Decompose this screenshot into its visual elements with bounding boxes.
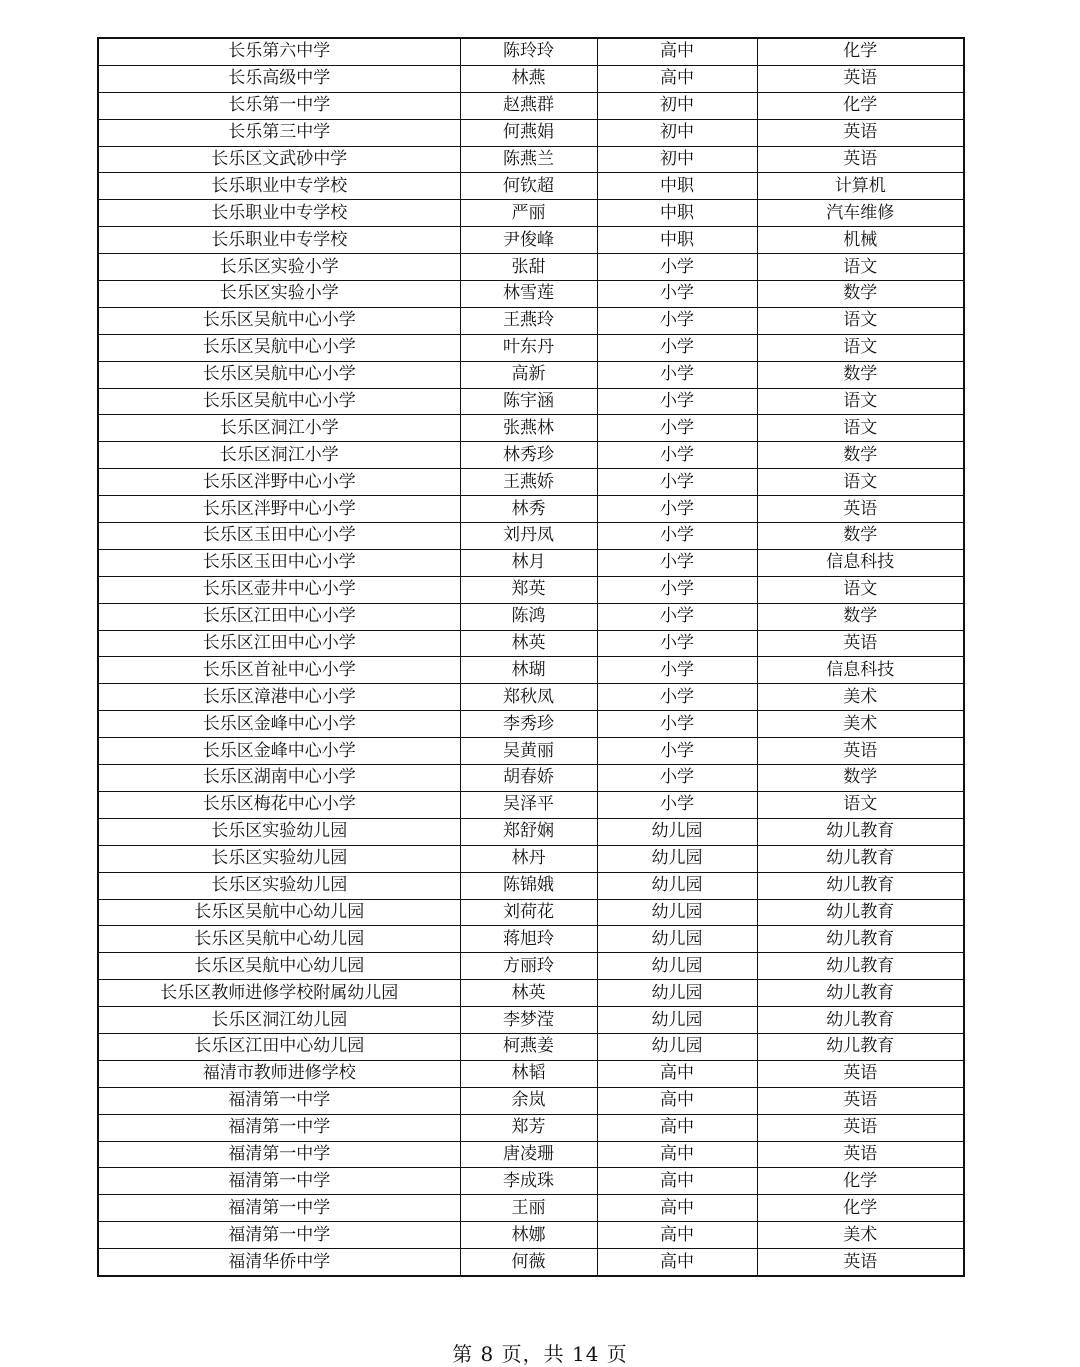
subject-cell: 数学: [757, 442, 964, 469]
level-cell: 幼儿园: [597, 1033, 757, 1060]
subject-cell: 机械: [757, 227, 964, 254]
name-cell: 郑芳: [460, 1114, 597, 1141]
school-cell: 长乐区吴航中心小学: [98, 361, 460, 388]
subject-cell: 化学: [757, 38, 964, 65]
table-row: [98, 469, 964, 496]
name-cell: 林秀珍: [460, 442, 597, 469]
table-row: [98, 415, 964, 442]
school-cell: 长乐区实验幼儿园: [98, 872, 460, 899]
level-cell: 小学: [597, 469, 757, 496]
subject-cell: 化学: [757, 1195, 964, 1222]
subject-cell: 幼儿教育: [757, 1007, 964, 1034]
subject-cell: 汽车维修: [757, 200, 964, 227]
name-cell: 林月: [460, 549, 597, 576]
school-cell: 福清华侨中学: [98, 1249, 460, 1276]
table-row: [98, 899, 964, 926]
level-cell: 高中: [597, 1195, 757, 1222]
table-row: [98, 791, 964, 818]
subject-cell: 英语: [757, 119, 964, 146]
level-cell: 幼儿园: [597, 899, 757, 926]
school-cell: 长乐第一中学: [98, 92, 460, 119]
level-cell: 小学: [597, 657, 757, 684]
level-cell: 小学: [597, 307, 757, 334]
level-cell: 小学: [597, 334, 757, 361]
table-row: [98, 1141, 964, 1168]
name-cell: 陈燕兰: [460, 146, 597, 173]
level-cell: 中职: [597, 227, 757, 254]
subject-cell: 数学: [757, 281, 964, 308]
table-row: [98, 334, 964, 361]
page-number: 第 8 页，共 14 页: [452, 1342, 628, 1366]
subject-cell: 美术: [757, 684, 964, 711]
roster-table: [97, 37, 965, 1277]
subject-cell: 语文: [757, 415, 964, 442]
table-row: [98, 281, 964, 308]
level-cell: 小学: [597, 281, 757, 308]
name-cell: 林雪莲: [460, 281, 597, 308]
school-cell: 长乐区江田中心幼儿园: [98, 1033, 460, 1060]
school-cell: 长乐区湖南中心小学: [98, 765, 460, 792]
table-row: [98, 173, 964, 200]
level-cell: 初中: [597, 92, 757, 119]
school-cell: 长乐区玉田中心小学: [98, 549, 460, 576]
table-row: [98, 119, 964, 146]
subject-cell: 英语: [757, 1114, 964, 1141]
level-cell: 小学: [597, 549, 757, 576]
level-cell: 高中: [597, 1141, 757, 1168]
table-row: [98, 980, 964, 1007]
table-row: [98, 146, 964, 173]
name-cell: 陈锦娥: [460, 872, 597, 899]
subject-cell: 数学: [757, 361, 964, 388]
table-row: [98, 307, 964, 334]
level-cell: 高中: [597, 1087, 757, 1114]
subject-cell: 计算机: [757, 173, 964, 200]
school-cell: 长乐区洞江幼儿园: [98, 1007, 460, 1034]
subject-cell: 化学: [757, 92, 964, 119]
school-cell: 长乐区吴航中心幼儿园: [98, 899, 460, 926]
name-cell: 李秀珍: [460, 711, 597, 738]
school-cell: 长乐区实验小学: [98, 254, 460, 281]
name-cell: 李成珠: [460, 1168, 597, 1195]
name-cell: 何燕娟: [460, 119, 597, 146]
level-cell: 小学: [597, 523, 757, 550]
subject-cell: 幼儿教育: [757, 1033, 964, 1060]
subject-cell: 幼儿教育: [757, 818, 964, 845]
school-cell: 长乐区吴航中心小学: [98, 307, 460, 334]
name-cell: 柯燕姜: [460, 1033, 597, 1060]
subject-cell: 数学: [757, 603, 964, 630]
table-row: [98, 953, 964, 980]
school-cell: 长乐区实验小学: [98, 281, 460, 308]
name-cell: 叶东丹: [460, 334, 597, 361]
name-cell: 郑英: [460, 576, 597, 603]
subject-cell: 美术: [757, 1222, 964, 1249]
level-cell: 高中: [597, 1114, 757, 1141]
school-cell: 长乐高级中学: [98, 65, 460, 92]
level-cell: 中职: [597, 173, 757, 200]
subject-cell: 语文: [757, 576, 964, 603]
name-cell: 林韬: [460, 1060, 597, 1087]
table-row: [98, 1060, 964, 1087]
subject-cell: 数学: [757, 523, 964, 550]
table-row: [98, 361, 964, 388]
level-cell: 幼儿园: [597, 926, 757, 953]
school-cell: 福清第一中学: [98, 1141, 460, 1168]
table-row: [98, 630, 964, 657]
subject-cell: 信息科技: [757, 549, 964, 576]
table-row: [98, 926, 964, 953]
subject-cell: 英语: [757, 630, 964, 657]
table-row: [98, 388, 964, 415]
table-row: [98, 738, 964, 765]
name-cell: 刘丹凤: [460, 523, 597, 550]
name-cell: 何钦超: [460, 173, 597, 200]
level-cell: 小学: [597, 630, 757, 657]
subject-cell: 英语: [757, 738, 964, 765]
name-cell: 郑舒娴: [460, 818, 597, 845]
name-cell: 吴黄丽: [460, 738, 597, 765]
level-cell: 小学: [597, 415, 757, 442]
subject-cell: 数学: [757, 765, 964, 792]
name-cell: 林英: [460, 980, 597, 1007]
table-row: [98, 1114, 964, 1141]
school-cell: 长乐区洞江小学: [98, 442, 460, 469]
table-row: [98, 65, 964, 92]
table-row: [98, 657, 964, 684]
school-cell: 长乐区江田中心小学: [98, 630, 460, 657]
table-row: [98, 227, 964, 254]
subject-cell: 语文: [757, 388, 964, 415]
school-cell: 长乐区首祉中心小学: [98, 657, 460, 684]
level-cell: 小学: [597, 738, 757, 765]
table-row: [98, 684, 964, 711]
name-cell: 张燕林: [460, 415, 597, 442]
name-cell: 蒋旭玲: [460, 926, 597, 953]
name-cell: 王丽: [460, 1195, 597, 1222]
level-cell: 幼儿园: [597, 818, 757, 845]
roster-body: [98, 38, 964, 1276]
school-cell: 长乐职业中专学校: [98, 227, 460, 254]
table-row: [98, 845, 964, 872]
level-cell: 小学: [597, 442, 757, 469]
name-cell: 何薇: [460, 1249, 597, 1276]
table-row: [98, 818, 964, 845]
table-row: [98, 711, 964, 738]
table-row: [98, 1222, 964, 1249]
school-cell: 长乐区金峰中心小学: [98, 711, 460, 738]
school-cell: 福清市教师进修学校: [98, 1060, 460, 1087]
school-cell: 福清第一中学: [98, 1195, 460, 1222]
school-cell: 长乐区吴航中心幼儿园: [98, 953, 460, 980]
table-row: [98, 765, 964, 792]
subject-cell: 英语: [757, 65, 964, 92]
level-cell: 幼儿园: [597, 980, 757, 1007]
name-cell: 陈宇涵: [460, 388, 597, 415]
level-cell: 小学: [597, 361, 757, 388]
table-row: [98, 496, 964, 523]
level-cell: 小学: [597, 254, 757, 281]
subject-cell: 英语: [757, 1060, 964, 1087]
subject-cell: 幼儿教育: [757, 872, 964, 899]
school-cell: 长乐区教师进修学校附属幼儿园: [98, 980, 460, 1007]
school-cell: 长乐区壶井中心小学: [98, 576, 460, 603]
school-cell: 福清第一中学: [98, 1168, 460, 1195]
name-cell: 尹俊峰: [460, 227, 597, 254]
level-cell: 小学: [597, 791, 757, 818]
subject-cell: 幼儿教育: [757, 845, 964, 872]
school-cell: 福清第一中学: [98, 1114, 460, 1141]
school-cell: 长乐区泮野中心小学: [98, 496, 460, 523]
level-cell: 高中: [597, 65, 757, 92]
school-cell: 长乐区梅花中心小学: [98, 791, 460, 818]
table-row: [98, 603, 964, 630]
school-cell: 福清第一中学: [98, 1222, 460, 1249]
school-cell: 长乐区漳港中心小学: [98, 684, 460, 711]
school-cell: 长乐区实验幼儿园: [98, 845, 460, 872]
name-cell: 余岚: [460, 1087, 597, 1114]
school-cell: 长乐区泮野中心小学: [98, 469, 460, 496]
level-cell: 初中: [597, 146, 757, 173]
name-cell: 严丽: [460, 200, 597, 227]
level-cell: 高中: [597, 1060, 757, 1087]
school-cell: 长乐区洞江小学: [98, 415, 460, 442]
name-cell: 林英: [460, 630, 597, 657]
name-cell: 陈鸿: [460, 603, 597, 630]
name-cell: 唐凌珊: [460, 1141, 597, 1168]
subject-cell: 语文: [757, 469, 964, 496]
name-cell: 赵燕群: [460, 92, 597, 119]
subject-cell: 英语: [757, 1141, 964, 1168]
subject-cell: 幼儿教育: [757, 926, 964, 953]
school-cell: 福清第一中学: [98, 1087, 460, 1114]
school-cell: 长乐区江田中心小学: [98, 603, 460, 630]
table-row: [98, 1168, 964, 1195]
school-cell: 长乐区玉田中心小学: [98, 523, 460, 550]
level-cell: 小学: [597, 388, 757, 415]
level-cell: 高中: [597, 1168, 757, 1195]
subject-cell: 化学: [757, 1168, 964, 1195]
table-row: [98, 1249, 964, 1276]
level-cell: 幼儿园: [597, 845, 757, 872]
school-cell: 长乐区实验幼儿园: [98, 818, 460, 845]
level-cell: 高中: [597, 38, 757, 65]
name-cell: 张甜: [460, 254, 597, 281]
school-cell: 长乐职业中专学校: [98, 200, 460, 227]
school-cell: 长乐区文武砂中学: [98, 146, 460, 173]
subject-cell: 语文: [757, 791, 964, 818]
level-cell: 幼儿园: [597, 872, 757, 899]
table-row: [98, 442, 964, 469]
name-cell: 高新: [460, 361, 597, 388]
table-row: [98, 523, 964, 550]
table-row: [98, 872, 964, 899]
name-cell: 刘荷花: [460, 899, 597, 926]
level-cell: 小学: [597, 603, 757, 630]
subject-cell: 英语: [757, 496, 964, 523]
school-cell: 长乐第六中学: [98, 38, 460, 65]
name-cell: 林瑚: [460, 657, 597, 684]
name-cell: 林娜: [460, 1222, 597, 1249]
name-cell: 王燕玲: [460, 307, 597, 334]
school-cell: 长乐区吴航中心小学: [98, 334, 460, 361]
table-row: [98, 200, 964, 227]
subject-cell: 英语: [757, 146, 964, 173]
level-cell: 幼儿园: [597, 953, 757, 980]
name-cell: 郑秋凤: [460, 684, 597, 711]
level-cell: 中职: [597, 200, 757, 227]
table-row: [98, 38, 964, 65]
table-row: [98, 1033, 964, 1060]
subject-cell: 幼儿教育: [757, 899, 964, 926]
name-cell: 胡春娇: [460, 765, 597, 792]
table-row: [98, 549, 964, 576]
name-cell: 王燕娇: [460, 469, 597, 496]
subject-cell: 美术: [757, 711, 964, 738]
table-row: [98, 1007, 964, 1034]
subject-cell: 语文: [757, 307, 964, 334]
subject-cell: 语文: [757, 254, 964, 281]
school-cell: 长乐职业中专学校: [98, 173, 460, 200]
subject-cell: 信息科技: [757, 657, 964, 684]
school-cell: 长乐区吴航中心小学: [98, 388, 460, 415]
level-cell: 高中: [597, 1222, 757, 1249]
name-cell: 林秀: [460, 496, 597, 523]
name-cell: 吴泽平: [460, 791, 597, 818]
subject-cell: 语文: [757, 334, 964, 361]
table-row: [98, 254, 964, 281]
level-cell: 小学: [597, 496, 757, 523]
level-cell: 小学: [597, 765, 757, 792]
school-cell: 长乐区金峰中心小学: [98, 738, 460, 765]
table-row: [98, 1195, 964, 1222]
table-row: [98, 92, 964, 119]
subject-cell: 英语: [757, 1087, 964, 1114]
table-row: [98, 1087, 964, 1114]
level-cell: 小学: [597, 576, 757, 603]
level-cell: 幼儿园: [597, 1007, 757, 1034]
table-row: [98, 576, 964, 603]
level-cell: 高中: [597, 1249, 757, 1276]
name-cell: 林丹: [460, 845, 597, 872]
name-cell: 方丽玲: [460, 953, 597, 980]
level-cell: 小学: [597, 684, 757, 711]
level-cell: 初中: [597, 119, 757, 146]
name-cell: 陈玲玲: [460, 38, 597, 65]
subject-cell: 英语: [757, 1249, 964, 1276]
name-cell: 林燕: [460, 65, 597, 92]
name-cell: 李梦滢: [460, 1007, 597, 1034]
school-cell: 长乐第三中学: [98, 119, 460, 146]
school-cell: 长乐区吴航中心幼儿园: [98, 926, 460, 953]
subject-cell: 幼儿教育: [757, 953, 964, 980]
level-cell: 小学: [597, 711, 757, 738]
subject-cell: 幼儿教育: [757, 980, 964, 1007]
